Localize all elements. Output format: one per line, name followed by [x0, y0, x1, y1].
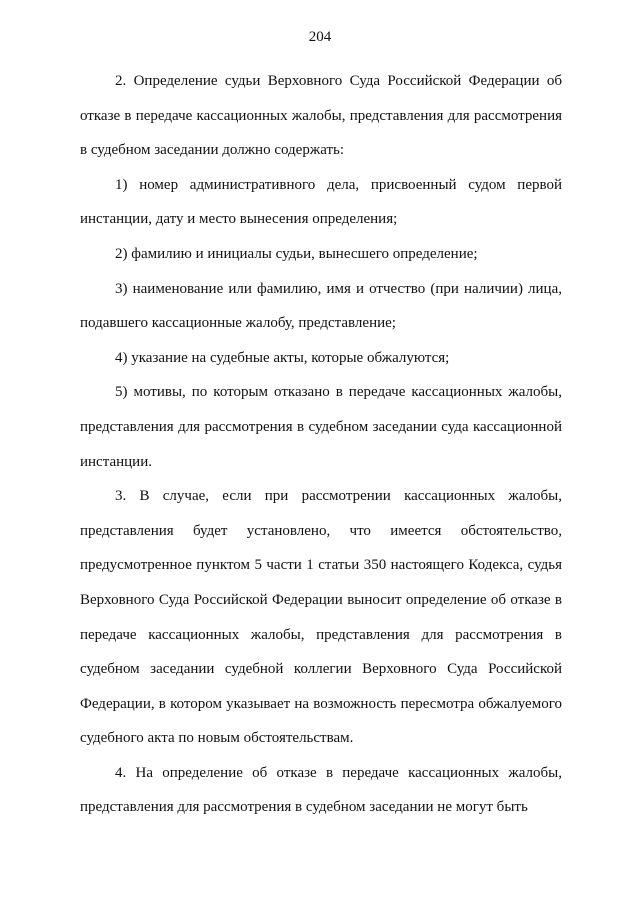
list-item-1: 1) номер административного дела, присвоенный судом первой инстанции, дату и место вынесения определения; — [80, 176, 562, 228]
paragraph-4: 4. На определение об отказе в передаче кассационных жалобы, представления для рассмотрения в судебном заседании не могут быть — [80, 764, 562, 816]
document-body — [80, 64, 562, 825]
list-item-2: 2) фамилию и инициалы судьи, вынесшего определение; — [115, 245, 478, 262]
list-item-3: 3) наименование или фамилию, имя и отчество (при наличии) лица, подавшего кассационные жалобу, представление; — [80, 280, 562, 332]
page-number: 204 — [308, 29, 332, 45]
paragraph-2-intro: 2. Определение судьи Верховного Суда Российской Федерации об отказе в передаче кассационных жалобы, представления для рассмотрения в судебном заседании должно содержать: — [80, 73, 562, 159]
list-item-4: 4) указание на судебные акты, которые обжалуются; — [115, 349, 450, 366]
list-item-5: 5) мотивы, по которым отказано в передаче кассационных жалобы, представления для рассмотрения в судебном заседании суда кассационной инстанции. — [80, 384, 562, 470]
paragraph-3: 3. В случае, если при рассмотрении кассационных жалобы, представления будет установлено, что имеется обстоятельство, предусмотренное пунктом 5 части 1 статьи 350 настоящего Кодекса, судья Верховного Суда Российской Федерации выносит определение об отказе в передаче кассационных жалобы, представления для рассмотрения в судебном заседании судебной коллегии Верховного Суда Российской Федерации, в котором указывает на возможность пересмотра обжалуемого судебного акта по новым обстоятельствам. — [80, 488, 562, 747]
